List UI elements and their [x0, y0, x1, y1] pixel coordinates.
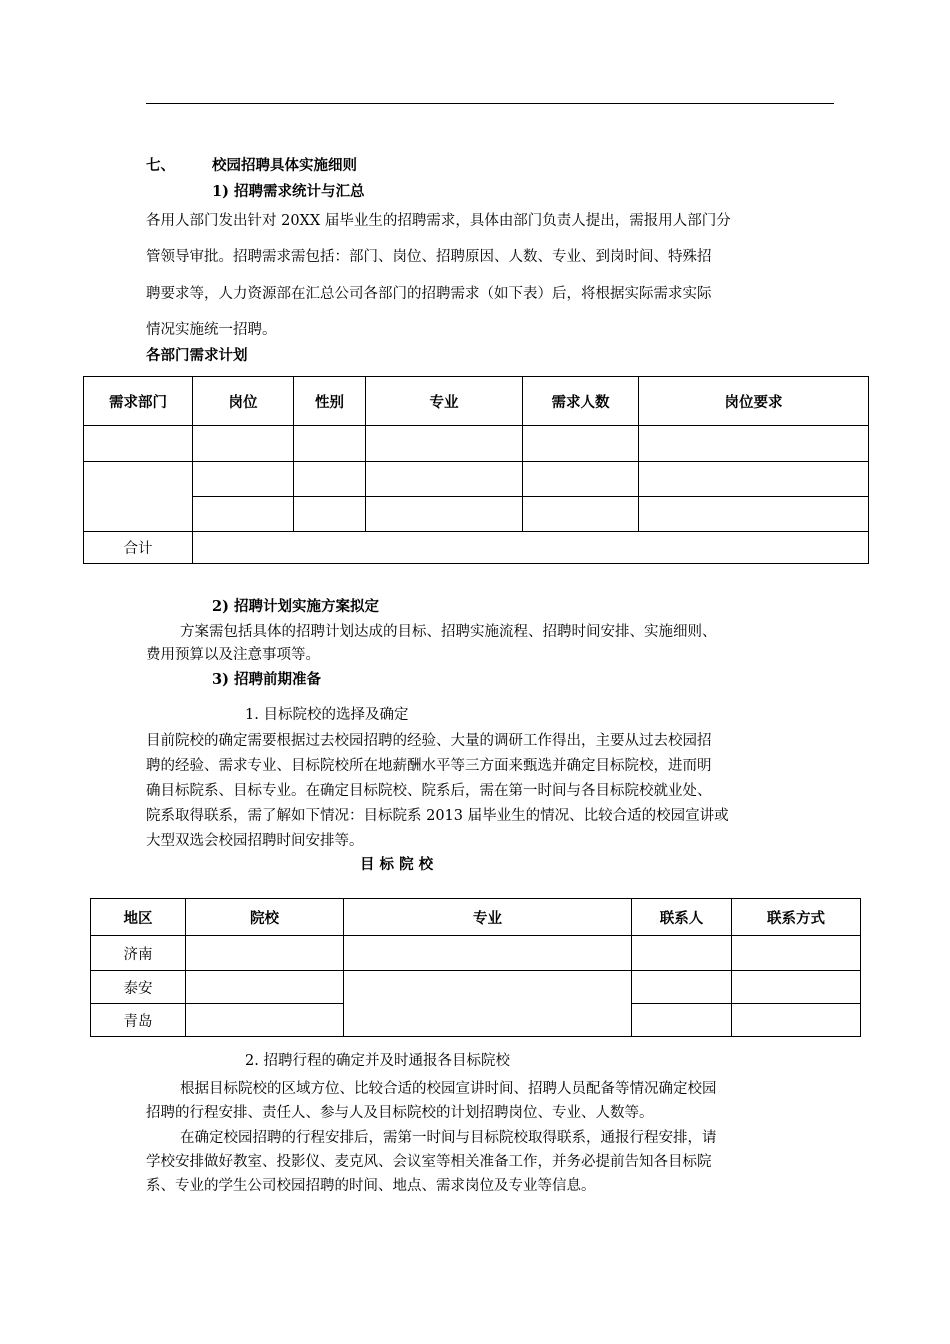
paragraph-2-line: 方案需包括具体的招聘计划达成的目标、招聘实施流程、招聘时间安排、实施细则、	[180, 624, 717, 640]
table-cell	[294, 426, 366, 462]
header-cell: 需求部门	[84, 377, 193, 426]
total-label: 合计	[84, 532, 193, 564]
header-cell: 岗位要求	[639, 377, 869, 426]
table-total-row	[84, 532, 869, 564]
paragraph-3-line: 院系取得联系，需了解如下情况：目标院系 2013 届毕业生的情况、比较合适的校园宣讲或	[146, 808, 729, 824]
table-cell	[366, 426, 523, 462]
table-cell	[632, 1004, 732, 1037]
paragraph-3-line: 确目标院系、目标专业。在确定目标院校、院系后，需在第一时间与各目标院校就业处、	[146, 783, 712, 799]
table-row	[84, 497, 869, 532]
table-cell	[523, 426, 639, 462]
table-cell	[193, 462, 294, 497]
table-cell	[732, 1004, 861, 1037]
table-cell	[193, 497, 294, 532]
paragraph-4-line: 招聘的行程安排、责任人、参与人及目标院校的计划招聘岗位、专业、人数等。	[146, 1105, 654, 1121]
region-cell: 泰安	[91, 971, 186, 1004]
table-cell	[186, 936, 344, 971]
target-schools-table	[90, 898, 861, 1037]
table-row	[91, 936, 861, 971]
header-rule	[146, 103, 834, 104]
paragraph-1-line: 情况实施统一招聘。	[146, 322, 277, 338]
table-cell	[732, 971, 861, 1004]
header-cell: 联系方式	[732, 899, 861, 936]
table-cell	[639, 497, 869, 532]
paragraph-3-line: 大型双选会校园招聘时间安排等。	[146, 833, 364, 849]
section-number: 七、	[146, 157, 175, 174]
region-cell: 青岛	[91, 1004, 186, 1037]
header-cell: 专业	[344, 899, 632, 936]
table-cell	[366, 497, 523, 532]
paragraph-3-line: 聘的经验、需求专业、目标院校所在地薪酬水平等三方面来甄选并确定目标院校，进而明	[146, 758, 712, 774]
table-cell	[639, 462, 869, 497]
header-cell: 联系人	[632, 899, 732, 936]
subsection-3-title: 3) 招聘前期准备	[212, 671, 321, 688]
table-2-caption: 目 标 院 校	[360, 856, 434, 873]
header-cell: 需求人数	[523, 377, 639, 426]
header-cell: 院校	[186, 899, 344, 936]
header-cell: 性别	[294, 377, 366, 426]
paragraph-3-line: 目前院校的确定需要根据过去校园招聘的经验、大量的调研工作得出，主要从过去校园招	[146, 733, 712, 749]
paragraph-5-line: 在确定校园招聘的行程安排后，需第一时间与目标院校取得联系，通报行程安排，请	[180, 1130, 717, 1146]
paragraph-1-line: 各用人部门发出针对 20XX 届毕业生的招聘需求，具体由部门负责人提出，需报用人部门分	[146, 213, 731, 229]
paragraph-5-line: 系、专业的学生公司校园招聘的时间、地点、需求岗位及专业等信息。	[146, 1178, 596, 1194]
table-cell	[84, 426, 193, 462]
table-cell	[523, 462, 639, 497]
header-cell: 岗位	[193, 377, 294, 426]
subsection-1-title: 1) 招聘需求统计与汇总	[212, 183, 365, 200]
table-cell	[186, 971, 344, 1004]
department-demand-table	[83, 376, 869, 564]
table-row	[91, 971, 861, 1004]
item-2-title: 2. 招聘行程的确定并及时通报各目标院校	[245, 1053, 510, 1069]
paragraph-2-line: 费用预算以及注意事项等。	[146, 647, 320, 663]
table-cell	[193, 426, 294, 462]
paragraph-1-line: 聘要求等，人力资源部在汇总公司各部门的招聘需求（如下表）后，将根据实际需求实际	[146, 286, 712, 302]
subsection-2-title: 2) 招聘计划实施方案拟定	[212, 598, 379, 615]
table-row	[84, 426, 869, 462]
table-cell	[632, 971, 732, 1004]
table-1-caption: 各部门需求计划	[146, 347, 248, 364]
table-cell	[186, 1004, 344, 1037]
table-cell	[523, 497, 639, 532]
region-cell: 济南	[91, 936, 186, 971]
item-1-title: 1. 目标院校的选择及确定	[245, 707, 409, 723]
table-header-row	[84, 377, 869, 426]
table-cell	[344, 971, 632, 1037]
table-header-row	[91, 899, 861, 936]
paragraph-5-line: 学校安排做好教室、投影仪、麦克风、会议室等相关准备工作，并务必提前告知各目标院	[146, 1154, 712, 1170]
header-cell: 地区	[91, 899, 186, 936]
table-cell	[639, 426, 869, 462]
table-cell	[632, 936, 732, 971]
paragraph-1-line: 管领导审批。招聘需求需包括：部门、岗位、招聘原因、人数、专业、到岗时间、特殊招	[146, 249, 712, 265]
table-cell	[344, 936, 632, 971]
table-cell	[732, 936, 861, 971]
table-cell	[366, 462, 523, 497]
table-cell	[84, 462, 193, 532]
total-cell	[193, 532, 869, 564]
section-title: 校园招聘具体实施细则	[212, 157, 357, 174]
table-cell	[294, 497, 366, 532]
paragraph-4-line: 根据目标院校的区域方位、比较合适的校园宣讲时间、招聘人员配备等情况确定校园	[180, 1081, 717, 1097]
table-cell	[294, 462, 366, 497]
header-cell: 专业	[366, 377, 523, 426]
table-row	[84, 462, 869, 497]
